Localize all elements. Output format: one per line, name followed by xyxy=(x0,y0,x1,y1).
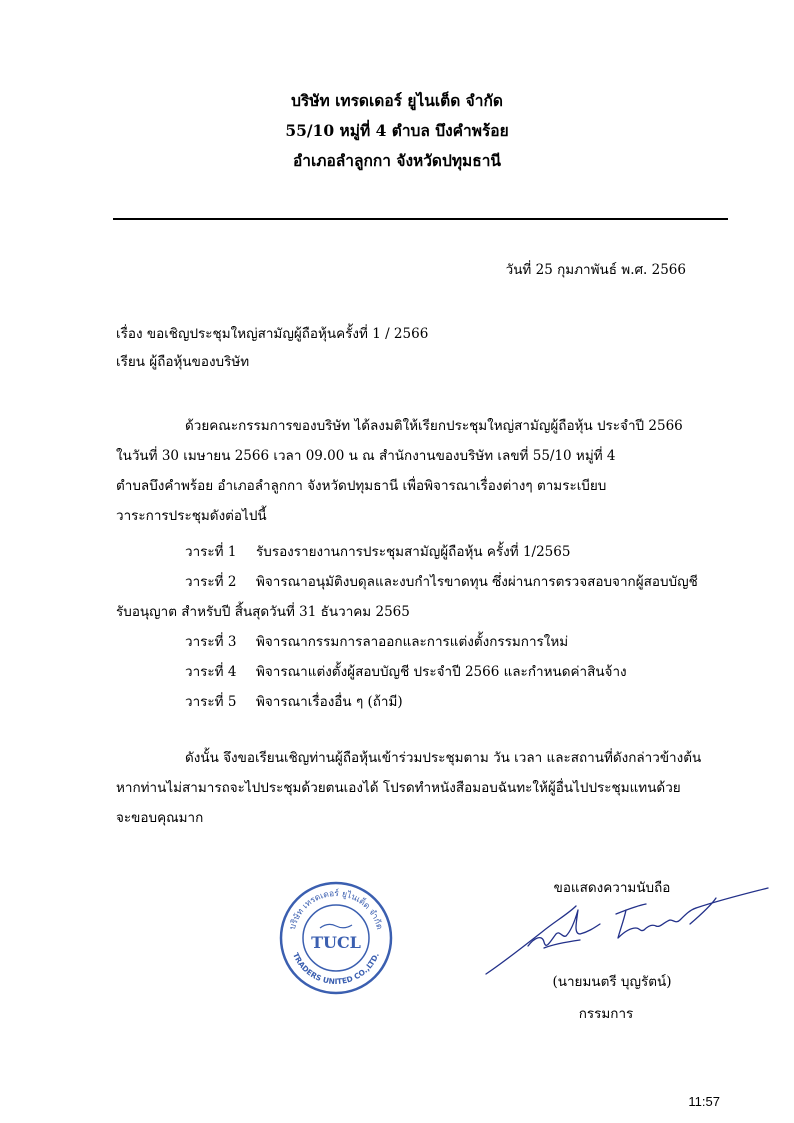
header-divider xyxy=(113,218,728,220)
footer-time: 11:57 xyxy=(688,1094,720,1109)
letterhead xyxy=(0,86,794,176)
agenda-label: วาระที่ 2 xyxy=(185,574,237,590)
closing-regards: ขอแสดงความนับถือ xyxy=(553,880,671,896)
intro-line: วาระการประชุมดังต่อไปนี้ xyxy=(116,508,267,524)
conclusion-line: ดังนั้น จึงขอเรียนเชิญท่านผู้ถือหุ้นเข้าร่วมประชุมตาม วัน เวลา และสถานที่ดังกล่าวข้างต้น xyxy=(185,750,702,766)
intro-line: ตำบลบึงคำพร้อย อำเภอลำลูกกา จังหวัดปทุมธานี เพื่อพิจารณาเรื่องต่างๆ ตามระเบียบ xyxy=(116,478,607,494)
agenda-text: พิจารณาอนุมัติงบดุลและงบกำไรขาดทุน ซึ่งผ่านการตรวจสอบจากผู้สอบบัญชี xyxy=(256,574,698,590)
seal-ring-bottom-text: TRADERS UNITED CO.,LTD. xyxy=(291,951,381,987)
signatory-name: (นายมนตรี บุญรัตน์) xyxy=(552,974,672,990)
intro-line: ด้วยคณะกรรมการของบริษัท ได้ลงมติให้เรียกประชุมใหญ่สามัญผู้ถือหุ้น ประจำปี 2566 xyxy=(185,418,683,434)
conclusion-line: หากท่านไม่สามารถจะไปประชุมด้วยตนเองได้ โปรดทำหนังสือมอบฉันทะให้ผู้อื่นไปประชุมแทนด้วย xyxy=(116,780,681,796)
agenda-label: วาระที่ 3 xyxy=(185,634,237,650)
agenda-item xyxy=(185,690,403,712)
letter-date: วันที่ 25 กุมภาพันธ์ พ.ศ. 2566 xyxy=(505,262,686,278)
agenda-text: พิจารณากรรมการลาออกและการแต่งตั้งกรรมการใหม่ xyxy=(256,634,569,650)
conclusion-line: จะขอบคุณมาก xyxy=(116,810,204,826)
agenda-item xyxy=(185,540,570,562)
agenda-label: วาระที่ 4 xyxy=(185,664,237,680)
agenda-text: พิจารณาแต่งตั้งผู้สอบบัญชี ประจำปี 2566 และกำหนดค่าสินจ้าง xyxy=(256,664,627,680)
company-address-line: 55/10 หมู่ที่ 4 ตำบล บึงคำพร้อย xyxy=(285,121,509,140)
agenda-label: วาระที่ 5 xyxy=(185,694,237,710)
company-name: บริษัท เทรดเดอร์ ยูไนเต็ด จำกัด xyxy=(291,91,503,110)
seal-center-text: TUCL xyxy=(311,933,361,952)
company-seal-stamp xyxy=(276,878,396,998)
salutation-line: เรียน ผู้ถือหุ้นของบริษัท xyxy=(116,354,250,370)
seal-ring-top-text: บริษัท เทรดเดอร์ ยูไนเต็ด จำกัด xyxy=(287,888,385,931)
intro-line: ในวันที่ 30 เมษายน 2566 เวลา 09.00 น ณ สำนักงานของบริษัท เลขที่ 55/10 หมู่ที่ 4 xyxy=(116,448,616,464)
agenda-item xyxy=(185,660,627,682)
agenda-text: รับรองรายงานการประชุมสามัญผู้ถือหุ้น ครั้งที่ 1/2565 xyxy=(256,544,571,560)
signatory-position: กรรมการ xyxy=(578,1006,634,1022)
agenda-item xyxy=(185,630,568,652)
signature xyxy=(484,884,774,979)
subject-line: เรื่อง ขอเชิญประชุมใหญ่สามัญผู้ถือหุ้นครั้งที่ 1 / 2566 xyxy=(116,326,429,342)
agenda-text: พิจารณาเรื่องอื่น ๆ (ถ้ามี) xyxy=(256,694,403,710)
company-district-line: อำเภอลำลูกกา จังหวัดปทุมธานี xyxy=(292,151,502,170)
agenda-item xyxy=(185,570,698,592)
agenda-label: วาระที่ 1 xyxy=(185,544,237,560)
agenda-continuation: รับอนุญาต สำหรับปี สิ้นสุดวันที่ 31 ธันวาคม 2565 xyxy=(116,604,410,620)
